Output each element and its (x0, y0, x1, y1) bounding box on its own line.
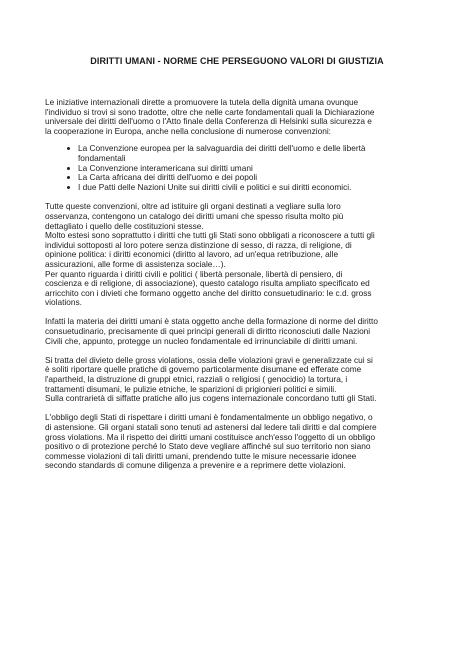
text-line: Sulla contrarietà di siffatte pratiche allo jus cogens internazionale concordano tutti gli Stati. (45, 393, 377, 404)
text-line: di astensione. Gli organi statali sono tenuti ad astenersi dal ledere tali diritti e dal compiere (45, 422, 377, 432)
text-line: è soliti riportare quelle pratiche di governo particolarmente disumane ed efferate come (45, 364, 362, 375)
text-line: I due Patti delle Nazioni Unite sui diritti civili e politici e sui diritti economici. (78, 181, 352, 192)
text-line: consuetudinario, precisamente di quei principi generali di diritto riconosciuti dalle Nazioni (45, 326, 371, 337)
text-line: universale dei diritti dell'uomo o l'Atto finale della Conferenza di Helsinki sulla sicurezza e (45, 116, 372, 127)
document-title: DIRITTI UMANI - NORME CHE PERSEGUONO VALORI DI GIUSTIZIA (90, 56, 384, 66)
paragraph-gross-violations (45, 356, 445, 404)
paragraph-state-obligations (45, 413, 445, 471)
text-line: Si tratta del divieto delle gross violations, ossia delle violazioni gravi e generalizzate cui si (45, 354, 373, 365)
text-line: secondo standards di comune diligenza a prevenire e a reprimere dette violazioni. (45, 460, 346, 471)
text-line: assicurazioni, alle forme di assistenza sociale…). (45, 258, 226, 269)
text-line: opinione politica: i diritti economici (diritto al lavoro, ad un'equa retribuzione, alle (45, 249, 339, 260)
text-line: gross violations. Ma il rispetto dei diritti umani costituisce anch'esso l'oggetto di un obbligo (45, 431, 376, 442)
text-line: Le iniziative internazionali dirette a promuovere la tutela della dignità umana ovunque (45, 97, 359, 107)
text-line: coscienza e di religione, di associazione), questo catalogo risulta ampliato specificato ed (45, 278, 370, 289)
text-line: violations. (45, 297, 82, 308)
text-line: Per quanto riguarda i diritti civili e politici ( libertà personale, libertà di pensiero, di (45, 268, 343, 279)
text-line: l'individuo si trovi si sono tradotte, oltre che nelle carte fondamentali quali la Dichiarazione (45, 106, 375, 117)
text-line: La Carta africana dei diritti dell'uomo e dei popoli (78, 172, 258, 183)
text-line: La Convenzione interamericana sui diritti umani (78, 162, 253, 173)
text-line: individui sottoposti al loro potere senza distinzione di sesso, di razza, di religione, di (45, 239, 352, 250)
list-item (78, 183, 445, 193)
document-body (45, 98, 445, 471)
text-line: Infatti la materia dei diritti umani è stata oggetto anche della formazione di norme del diritto (45, 316, 378, 327)
paragraph-customary-law (45, 317, 445, 346)
text-line: Civili che, appunto, protegge un nucleo fondamentale ed irrinunciabile di diritti umani. (45, 335, 358, 346)
list-item (78, 144, 445, 163)
text-line: Tutte queste convenzioni, oltre ad istituire gli organi destinati a vegliare sulla loro (45, 201, 341, 212)
paragraph-conventions (45, 202, 445, 308)
text-line: arricchito con i divieti che formano oggetto anche del diritto consuetudinario: le c.d. gross (45, 287, 372, 298)
text-line: trattamenti disumani, le pulizie etniche, le sparizioni di prigionieri politici e simili. (45, 383, 337, 394)
text-line: positivo o di protezione perché lo Stato deve vegliare affinché sul suo territorio non siano (45, 441, 371, 452)
text-line: commesse violazioni di tali diritti umani, prendendo tutte le misure necessarie idonee (45, 450, 357, 461)
text-line: L'obbligo degli Stati di rispettare i diritti umani è fondamentalmente un obbligo negativo, o (45, 412, 373, 423)
conventions-list (45, 144, 445, 192)
text-line: la cooperazione in Europa, anche nella conclusione di numerose convenzioni: (45, 125, 331, 136)
text-line: dettagliato i quello delle costituzioni stesse. (45, 220, 204, 231)
text-line: Molto estesi sono soprattutto i diritti che tutti gli Stati sono obbligati a riconoscere a tutti gli (45, 230, 375, 241)
text-line: fondamentali (78, 152, 126, 163)
intro-paragraph (45, 98, 445, 136)
text-line: La Convenzione europea per la salvaguardia dei diritti dell'uomo e delle libertà (78, 143, 366, 154)
text-line: l'apartheid, la distruzione di gruppi etnici, razziali o religiosi ( genocidio) la tortura, i (45, 374, 348, 385)
text-line: osservanza, contengono un catalogo dei diritti umani che spesso risulta molto più (45, 210, 344, 221)
